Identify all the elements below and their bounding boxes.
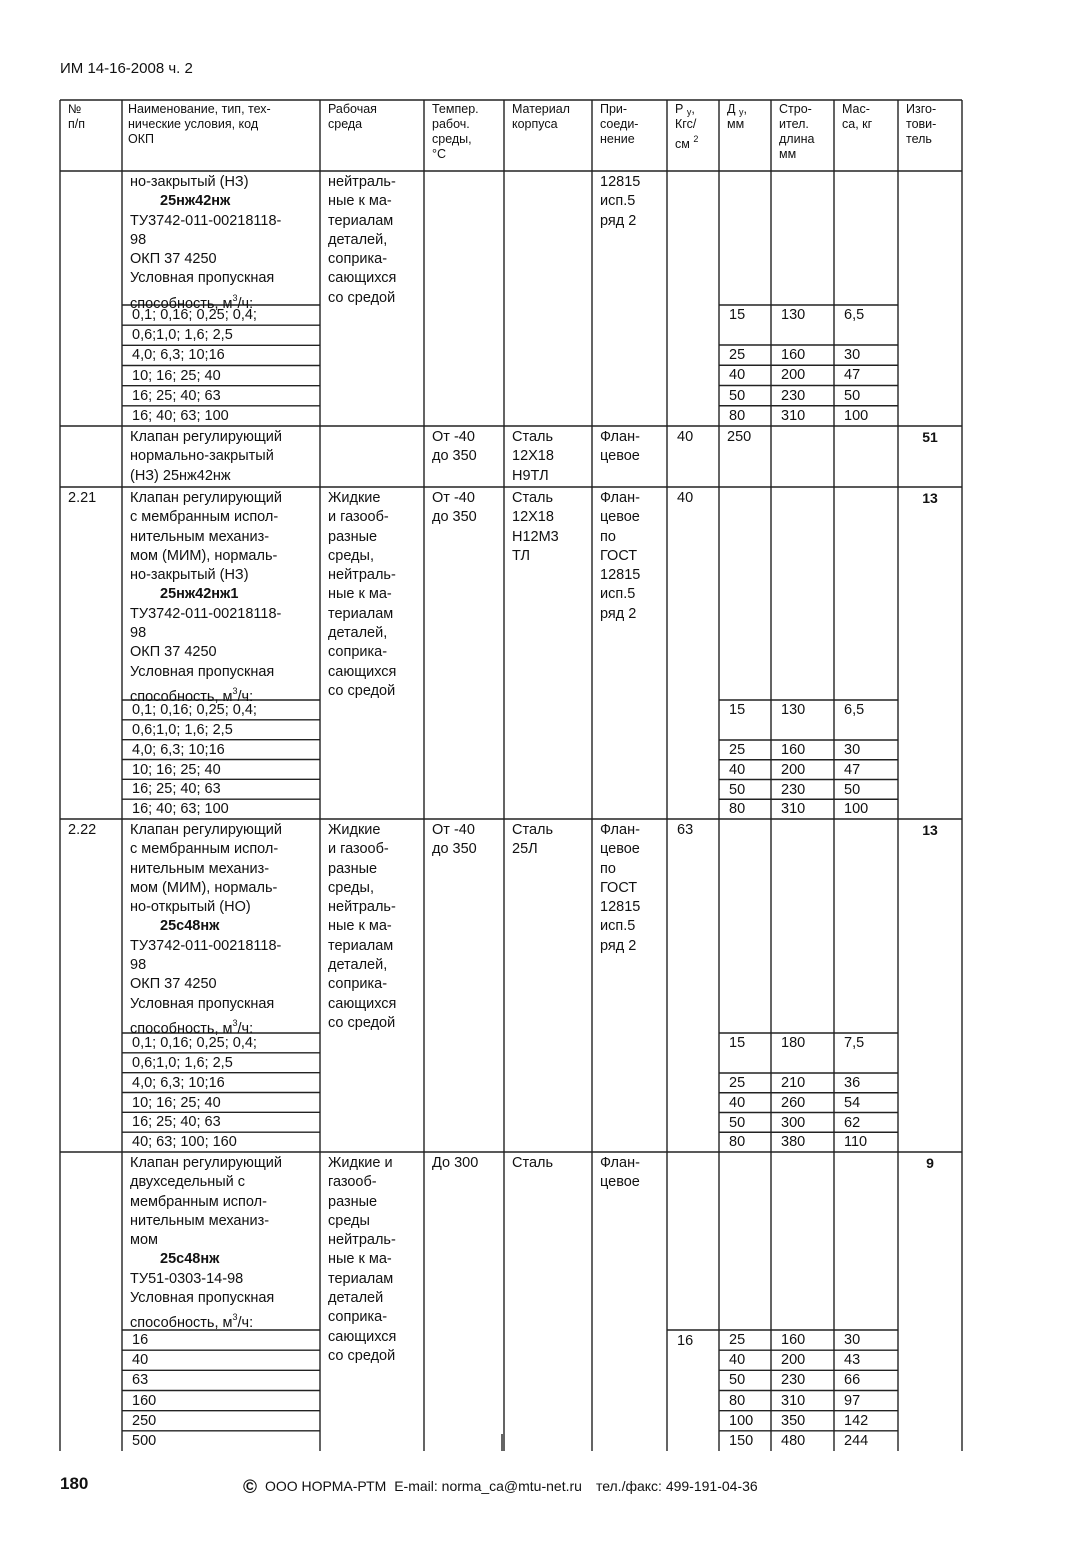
mass-kg: 54 bbox=[844, 1094, 861, 1111]
name-line: способность, $м^3/ч$: bbox=[130, 1312, 254, 1332]
face-to-face-length: 310 bbox=[781, 407, 806, 424]
face-to-face-length: 160 bbox=[781, 347, 806, 363]
header-line: мм bbox=[727, 117, 745, 131]
name-line: нительным механиз- bbox=[130, 1212, 270, 1229]
material-line: 25Л bbox=[512, 841, 538, 858]
item-name bbox=[130, 1154, 282, 1332]
mass-kg: 30 bbox=[844, 742, 861, 758]
medium-line: деталей, bbox=[328, 957, 388, 974]
medium-line: разные bbox=[328, 1193, 378, 1210]
connection-line: по bbox=[600, 528, 616, 545]
material-line: 12Х18 bbox=[512, 448, 554, 465]
material-line: Н12М3 bbox=[512, 528, 559, 545]
name-line: ТУ3742-011-00218118- bbox=[130, 937, 282, 954]
flow-capacity-value: 4,0; 6,3; 10;16 bbox=[132, 347, 225, 364]
material-line: Сталь bbox=[512, 822, 554, 838]
temp-line: до 350 bbox=[432, 448, 477, 465]
name-line: но-закрытый (НЗ) bbox=[130, 174, 249, 190]
name-line: (НЗ) 25нж42нж bbox=[130, 467, 231, 484]
name-line: Условная пропускная bbox=[130, 1290, 275, 1307]
header-line: длина bbox=[779, 132, 815, 146]
face-to-face-length: 300 bbox=[781, 1114, 806, 1131]
item-name bbox=[130, 821, 282, 1037]
connection-line: ряд 2 bbox=[600, 605, 637, 622]
medium-line: со средой bbox=[328, 289, 396, 306]
header-line: Кгс/ bbox=[675, 117, 697, 131]
mass-kg: 47 bbox=[844, 761, 861, 778]
mass-kg: 244 bbox=[844, 1432, 869, 1449]
manufacturer-code: 13 bbox=[922, 822, 938, 838]
medium-line: деталей bbox=[328, 1290, 384, 1307]
material-line: Н9ТЛ bbox=[512, 467, 549, 484]
face-to-face-length: 160 bbox=[781, 1332, 806, 1348]
name-line: нормально-закрытый bbox=[130, 448, 274, 465]
page-number: 180 bbox=[60, 1474, 89, 1493]
name-line: 98 bbox=[130, 625, 147, 642]
mass-kg: 66 bbox=[844, 1372, 861, 1389]
flow-capacity-value: 16; 40; 63; 100 bbox=[132, 407, 229, 424]
nominal-diameter: 25 bbox=[729, 347, 746, 363]
connection-line: ряд 2 bbox=[600, 937, 637, 954]
column-header-connection bbox=[600, 102, 638, 147]
name-line: 98 bbox=[130, 957, 147, 974]
name-line: нительным механиз- bbox=[130, 528, 270, 545]
header-line: Рабочая bbox=[328, 102, 377, 116]
medium-line: и газооб- bbox=[328, 509, 389, 526]
medium-line: териалам bbox=[328, 937, 394, 954]
mass-kg: 142 bbox=[844, 1412, 869, 1429]
temp-line: От -40 bbox=[432, 490, 475, 506]
copyright-icon: © bbox=[243, 1477, 257, 1498]
flow-capacity-value: 0,1; 0,16; 0,25; 0,4; bbox=[132, 1035, 257, 1051]
name-line: с мембранным испол- bbox=[130, 509, 279, 526]
mass-kg: 6,5 bbox=[844, 702, 865, 718]
medium-line: Жидкие и bbox=[328, 1155, 393, 1171]
header-line: см $^2$ bbox=[675, 134, 699, 151]
connection-line: цевое bbox=[600, 448, 640, 465]
connection-line: 12815 bbox=[600, 899, 641, 916]
row-number: 2.22 bbox=[68, 822, 97, 838]
medium-line: сающихся bbox=[328, 1328, 397, 1345]
material-line: Сталь bbox=[512, 490, 554, 506]
name-line: 98 bbox=[130, 231, 147, 248]
connection-line: 12815 bbox=[600, 174, 641, 190]
medium-line: нейтраль- bbox=[328, 174, 396, 190]
flow-capacity-value: 63 bbox=[132, 1372, 149, 1389]
temp-line: до 350 bbox=[432, 841, 477, 858]
connection-line: исп.5 bbox=[600, 193, 636, 210]
medium-line: нейтраль- bbox=[328, 899, 396, 916]
connection-line: 12815 bbox=[600, 567, 641, 584]
name-line: 25нж42нж1 bbox=[160, 586, 239, 603]
medium-line: Жидкие bbox=[328, 490, 381, 506]
temp-line: до 350 bbox=[432, 509, 477, 526]
nominal-diameter: 15 bbox=[729, 307, 746, 323]
face-to-face-length: 200 bbox=[781, 367, 806, 384]
header-line: Д $_у$, bbox=[727, 102, 747, 117]
name-line: Клапан регулирующий bbox=[130, 490, 282, 506]
face-to-face-length: 480 bbox=[781, 1432, 806, 1449]
medium-line: среды, bbox=[328, 547, 374, 564]
body-material bbox=[512, 821, 553, 860]
nominal-diameter: 50 bbox=[729, 387, 746, 404]
column-header-dy bbox=[727, 102, 747, 132]
nominal-diameter: 25 bbox=[729, 742, 746, 758]
column-header-medium bbox=[328, 102, 377, 132]
body-material bbox=[512, 1154, 553, 1173]
flow-capacity-value: 16 bbox=[132, 1332, 149, 1348]
body-material bbox=[512, 428, 554, 486]
nominal-diameter: 25 bbox=[729, 1075, 746, 1091]
nominal-diameter: 80 bbox=[729, 407, 746, 424]
medium-line: со средой bbox=[328, 1347, 396, 1364]
connection-type bbox=[600, 428, 640, 467]
medium-line: соприка- bbox=[328, 644, 388, 661]
name-line: ТУ3742-011-00218118- bbox=[130, 212, 282, 229]
medium-line: разные bbox=[328, 860, 378, 877]
header-line: тель bbox=[906, 132, 932, 146]
header-line: Темпер. bbox=[432, 102, 479, 116]
flow-capacity-value: 0,1; 0,16; 0,25; 0,4; bbox=[132, 307, 257, 323]
mass-kg: 43 bbox=[844, 1352, 861, 1369]
name-line: ОКП 37 4250 bbox=[130, 644, 217, 661]
name-line: Условная пропускная bbox=[130, 995, 275, 1012]
mass-kg: 36 bbox=[844, 1075, 861, 1091]
column-header-temp bbox=[432, 102, 479, 162]
header-line: Мас- bbox=[842, 102, 870, 116]
connection-line: Флан- bbox=[600, 429, 640, 445]
face-to-face-length: 310 bbox=[781, 801, 806, 818]
face-to-face-length: 230 bbox=[781, 1372, 806, 1389]
flow-capacity-value: 40 bbox=[132, 1352, 149, 1369]
name-line: Клапан регулирующий bbox=[130, 1155, 282, 1171]
face-to-face-length: 230 bbox=[781, 387, 806, 404]
name-line: ТУ3742-011-00218118- bbox=[130, 605, 282, 622]
temp-line: До 300 bbox=[432, 1155, 479, 1171]
medium-line: деталей, bbox=[328, 625, 388, 642]
column-header-name bbox=[128, 102, 271, 147]
material-line: 12Х18 bbox=[512, 509, 554, 526]
name-line: ТУ51-0303-14-98 bbox=[130, 1270, 244, 1287]
medium-line: и газооб- bbox=[328, 841, 389, 858]
face-to-face-length: 200 bbox=[781, 761, 806, 778]
medium-line: териалам bbox=[328, 605, 394, 622]
connection-line: цевое bbox=[600, 841, 640, 858]
connection-line: исп.5 bbox=[600, 918, 636, 935]
header-line: са, кг bbox=[842, 117, 873, 131]
item-name bbox=[130, 428, 282, 486]
name-line: ОКП 37 4250 bbox=[130, 251, 217, 268]
medium-line: деталей, bbox=[328, 231, 388, 248]
column-header-length bbox=[779, 102, 814, 162]
face-to-face-length: 260 bbox=[781, 1094, 806, 1111]
nominal-pressure: 40 bbox=[677, 490, 694, 506]
name-line: 25с48нж bbox=[160, 1251, 220, 1268]
mass-kg: 47 bbox=[844, 367, 861, 384]
face-to-face-length: 200 bbox=[781, 1352, 806, 1369]
name-line: с мембранным испол- bbox=[130, 841, 279, 858]
nominal-diameter: 25 bbox=[729, 1332, 746, 1348]
flow-capacity-value: 16; 25; 40; 63 bbox=[132, 387, 221, 404]
page-footer bbox=[243, 1477, 758, 1499]
header-line: среды, bbox=[432, 132, 472, 146]
face-to-face-length: 230 bbox=[781, 781, 806, 798]
manufacturer-code: 9 bbox=[926, 1155, 934, 1171]
medium-line: соприка- bbox=[328, 251, 388, 268]
row-number: 2.21 bbox=[68, 490, 97, 506]
connection-line: ГОСТ bbox=[600, 879, 638, 896]
header-line: мм bbox=[779, 147, 797, 161]
name-line: нительным механиз- bbox=[130, 860, 270, 877]
column-header-num bbox=[68, 102, 85, 132]
connection-type bbox=[600, 821, 640, 956]
body-material bbox=[512, 489, 559, 566]
working-medium bbox=[328, 173, 396, 308]
nominal-pressure: 16 bbox=[677, 1333, 694, 1349]
header-line: Материал bbox=[512, 102, 570, 116]
flow-capacity-value: 16; 40; 63; 100 bbox=[132, 801, 229, 818]
nominal-diameter: 40 bbox=[729, 761, 746, 778]
connection-line: Флан- bbox=[600, 1155, 640, 1171]
face-to-face-length: 180 bbox=[781, 1035, 806, 1051]
working-medium bbox=[328, 489, 396, 701]
nominal-pressure: 40 bbox=[677, 429, 694, 445]
nominal-diameter: 80 bbox=[729, 801, 746, 818]
nominal-diameter: 50 bbox=[729, 1372, 746, 1389]
medium-line: териалам bbox=[328, 1270, 394, 1287]
medium-line: среды bbox=[328, 1212, 370, 1229]
flow-capacity-value: 0,1; 0,16; 0,25; 0,4; bbox=[132, 702, 257, 718]
mass-kg: 62 bbox=[844, 1114, 861, 1131]
temperature bbox=[432, 821, 477, 860]
face-to-face-length: 130 bbox=[781, 702, 806, 718]
temperature bbox=[432, 489, 477, 528]
face-to-face-length: 210 bbox=[781, 1075, 806, 1091]
mass-kg: 7,5 bbox=[844, 1035, 865, 1051]
flow-capacity-value: 10; 16; 25; 40 bbox=[132, 761, 221, 778]
header-line: Наименование, тип, тех- bbox=[128, 102, 271, 116]
name-line: но-открытый (НО) bbox=[130, 899, 251, 916]
medium-line: ные к ма- bbox=[328, 193, 392, 210]
name-line: мембранным испол- bbox=[130, 1193, 267, 1210]
name-line: Условная пропускная bbox=[130, 663, 275, 680]
material-line: ТЛ bbox=[512, 547, 531, 564]
medium-line: разные bbox=[328, 528, 378, 545]
medium-line: сающихся bbox=[328, 663, 397, 680]
nominal-diameter: 150 bbox=[729, 1432, 754, 1449]
temp-line: От -40 bbox=[432, 429, 475, 445]
flow-capacity-value: 10; 16; 25; 40 bbox=[132, 367, 221, 384]
connection-type bbox=[600, 1154, 640, 1193]
nominal-diameter: 15 bbox=[729, 1035, 746, 1051]
item-name bbox=[130, 489, 282, 705]
connection-type bbox=[600, 489, 640, 624]
mass-kg: 50 bbox=[844, 387, 861, 404]
header-line: корпуса bbox=[512, 117, 558, 131]
flow-capacity-value: 4,0; 6,3; 10;16 bbox=[132, 1074, 225, 1091]
name-line: Условная пропускная bbox=[130, 270, 275, 287]
connection-line: ряд 2 bbox=[600, 212, 637, 229]
column-header-material bbox=[512, 102, 570, 132]
face-to-face-length: 160 bbox=[781, 742, 806, 758]
medium-line: соприка- bbox=[328, 976, 388, 993]
connection-line: Флан- bbox=[600, 822, 640, 838]
mass-kg: 100 bbox=[844, 801, 869, 818]
flow-capacity-value: 10; 16; 25; 40 bbox=[132, 1094, 221, 1111]
connection-line: цевое bbox=[600, 509, 640, 526]
mass-kg: 6,5 bbox=[844, 307, 865, 323]
column-header-maker bbox=[906, 102, 936, 147]
flow-capacity-value: 250 bbox=[132, 1412, 157, 1429]
connection-line: ГОСТ bbox=[600, 547, 638, 564]
name-line: способность, $м^3/ч$: bbox=[130, 1017, 254, 1037]
header-line: соеди- bbox=[600, 117, 639, 131]
connection-type bbox=[600, 173, 640, 231]
name-line: способность, $м^3/ч$: bbox=[130, 685, 254, 705]
name-line: Клапан регулирующий bbox=[130, 822, 282, 838]
medium-line: нейтраль- bbox=[328, 567, 396, 584]
medium-line: териалам bbox=[328, 212, 394, 229]
connection-line: исп.5 bbox=[600, 586, 636, 603]
medium-line: соприка- bbox=[328, 1309, 388, 1326]
medium-line: ные к ма- bbox=[328, 1251, 392, 1268]
name-line: мом bbox=[130, 1232, 159, 1249]
medium-line: ные к ма- bbox=[328, 586, 392, 603]
nominal-diameter: 80 bbox=[729, 1392, 746, 1409]
working-medium bbox=[328, 821, 396, 1033]
flow-capacity-value: 16; 25; 40; 63 bbox=[132, 781, 221, 798]
temp-line: От -40 bbox=[432, 822, 475, 838]
manufacturer-code: 13 bbox=[922, 490, 938, 506]
nominal-diameter: 250 bbox=[727, 429, 752, 445]
mass-kg: 30 bbox=[844, 1332, 861, 1348]
name-line: 25нж42нж bbox=[160, 193, 231, 210]
nominal-diameter: 40 bbox=[729, 1094, 746, 1111]
header-line: ОКП bbox=[128, 132, 154, 146]
name-line: 25с48нж bbox=[160, 918, 220, 935]
header-line: При- bbox=[600, 102, 628, 116]
header-line: среда bbox=[328, 117, 363, 131]
nominal-diameter: 50 bbox=[729, 781, 746, 798]
header-line: ител. bbox=[779, 117, 809, 131]
header-line: № bbox=[68, 102, 82, 116]
column-header-py bbox=[675, 102, 699, 151]
medium-line: нейтраль- bbox=[328, 1232, 396, 1249]
header-line: рабоч. bbox=[432, 117, 470, 131]
temperature bbox=[432, 428, 477, 467]
face-to-face-length: 350 bbox=[781, 1412, 806, 1429]
header-line: нические условия, код bbox=[128, 117, 259, 131]
name-line: но-закрытый (НЗ) bbox=[130, 567, 249, 584]
mass-kg: 100 bbox=[844, 407, 869, 424]
name-line: мом (МИМ), нормаль- bbox=[130, 879, 278, 896]
connection-line: Флан- bbox=[600, 490, 640, 506]
medium-line: газооб- bbox=[328, 1174, 377, 1191]
header-line: Р $_у$, bbox=[675, 102, 695, 117]
mass-kg: 97 bbox=[844, 1392, 861, 1409]
face-to-face-length: 380 bbox=[781, 1134, 806, 1151]
nominal-diameter: 80 bbox=[729, 1134, 746, 1151]
flow-capacity-value: 40; 63; 100; 160 bbox=[132, 1134, 237, 1151]
flow-capacity-value: 0,6;1,0; 1,6; 2,5 bbox=[132, 327, 233, 344]
footer-email: E-mail: norma_ca@mtu-net.ru bbox=[394, 1478, 582, 1494]
name-line: ОКП 37 4250 bbox=[130, 976, 217, 993]
flow-capacity-value: 0,6;1,0; 1,6; 2,5 bbox=[132, 721, 233, 738]
flow-capacity-value: 4,0; 6,3; 10;16 bbox=[132, 741, 225, 758]
footer-phone: тел./факс: 499-191-04-36 bbox=[595, 1478, 758, 1494]
document-code: ИМ 14-16-2008 ч. 2 bbox=[60, 60, 193, 77]
working-medium bbox=[328, 1154, 396, 1366]
mass-kg: 50 bbox=[844, 781, 861, 798]
medium-line: сающихся bbox=[328, 995, 397, 1012]
medium-line: со средой bbox=[328, 1014, 396, 1031]
flow-capacity-value: 160 bbox=[132, 1392, 157, 1409]
face-to-face-length: 310 bbox=[781, 1392, 806, 1409]
manufacturer-code: 51 bbox=[922, 429, 938, 445]
medium-line: среды, bbox=[328, 879, 374, 896]
header-line: °С bbox=[432, 147, 447, 161]
flow-capacity-value: 16; 25; 40; 63 bbox=[132, 1114, 221, 1131]
nominal-pressure: 63 bbox=[677, 822, 694, 838]
mass-kg: 30 bbox=[844, 347, 861, 363]
column-header-mass bbox=[842, 102, 872, 132]
medium-line: Жидкие bbox=[328, 822, 381, 838]
temperature bbox=[432, 1154, 478, 1173]
flow-capacity-value: 500 bbox=[132, 1432, 157, 1449]
nominal-diameter: 100 bbox=[729, 1412, 754, 1429]
material-line: Сталь bbox=[512, 429, 554, 445]
medium-line: ные к ма- bbox=[328, 918, 392, 935]
connection-line: цевое bbox=[600, 1174, 640, 1191]
header-line: нение bbox=[600, 132, 635, 146]
medium-line: сающихся bbox=[328, 270, 397, 287]
name-line: Клапан регулирующий bbox=[130, 429, 282, 445]
footer-org: ООО НОРМА-РТМ bbox=[265, 1478, 387, 1494]
name-line: двухседельный с bbox=[130, 1174, 246, 1191]
medium-line: со средой bbox=[328, 682, 396, 699]
nominal-diameter: 40 bbox=[729, 367, 746, 384]
flow-capacity-value: 0,6;1,0; 1,6; 2,5 bbox=[132, 1054, 233, 1071]
nominal-diameter: 50 bbox=[729, 1114, 746, 1131]
connection-line: по bbox=[600, 860, 616, 877]
name-line: мом (МИМ), нормаль- bbox=[130, 547, 278, 564]
header-line: тови- bbox=[906, 117, 937, 131]
mass-kg: 110 bbox=[844, 1134, 868, 1151]
nominal-diameter: 15 bbox=[729, 702, 746, 718]
name-line: способность, $м^3/ч$: bbox=[130, 292, 254, 312]
header-line: Стро- bbox=[779, 102, 812, 116]
item-name bbox=[130, 173, 282, 312]
header-line: п/п bbox=[68, 117, 86, 131]
nominal-diameter: 40 bbox=[729, 1352, 746, 1369]
material-line: Сталь bbox=[512, 1155, 554, 1171]
face-to-face-length: 130 bbox=[781, 307, 806, 323]
header-line: Изго- bbox=[906, 102, 937, 116]
